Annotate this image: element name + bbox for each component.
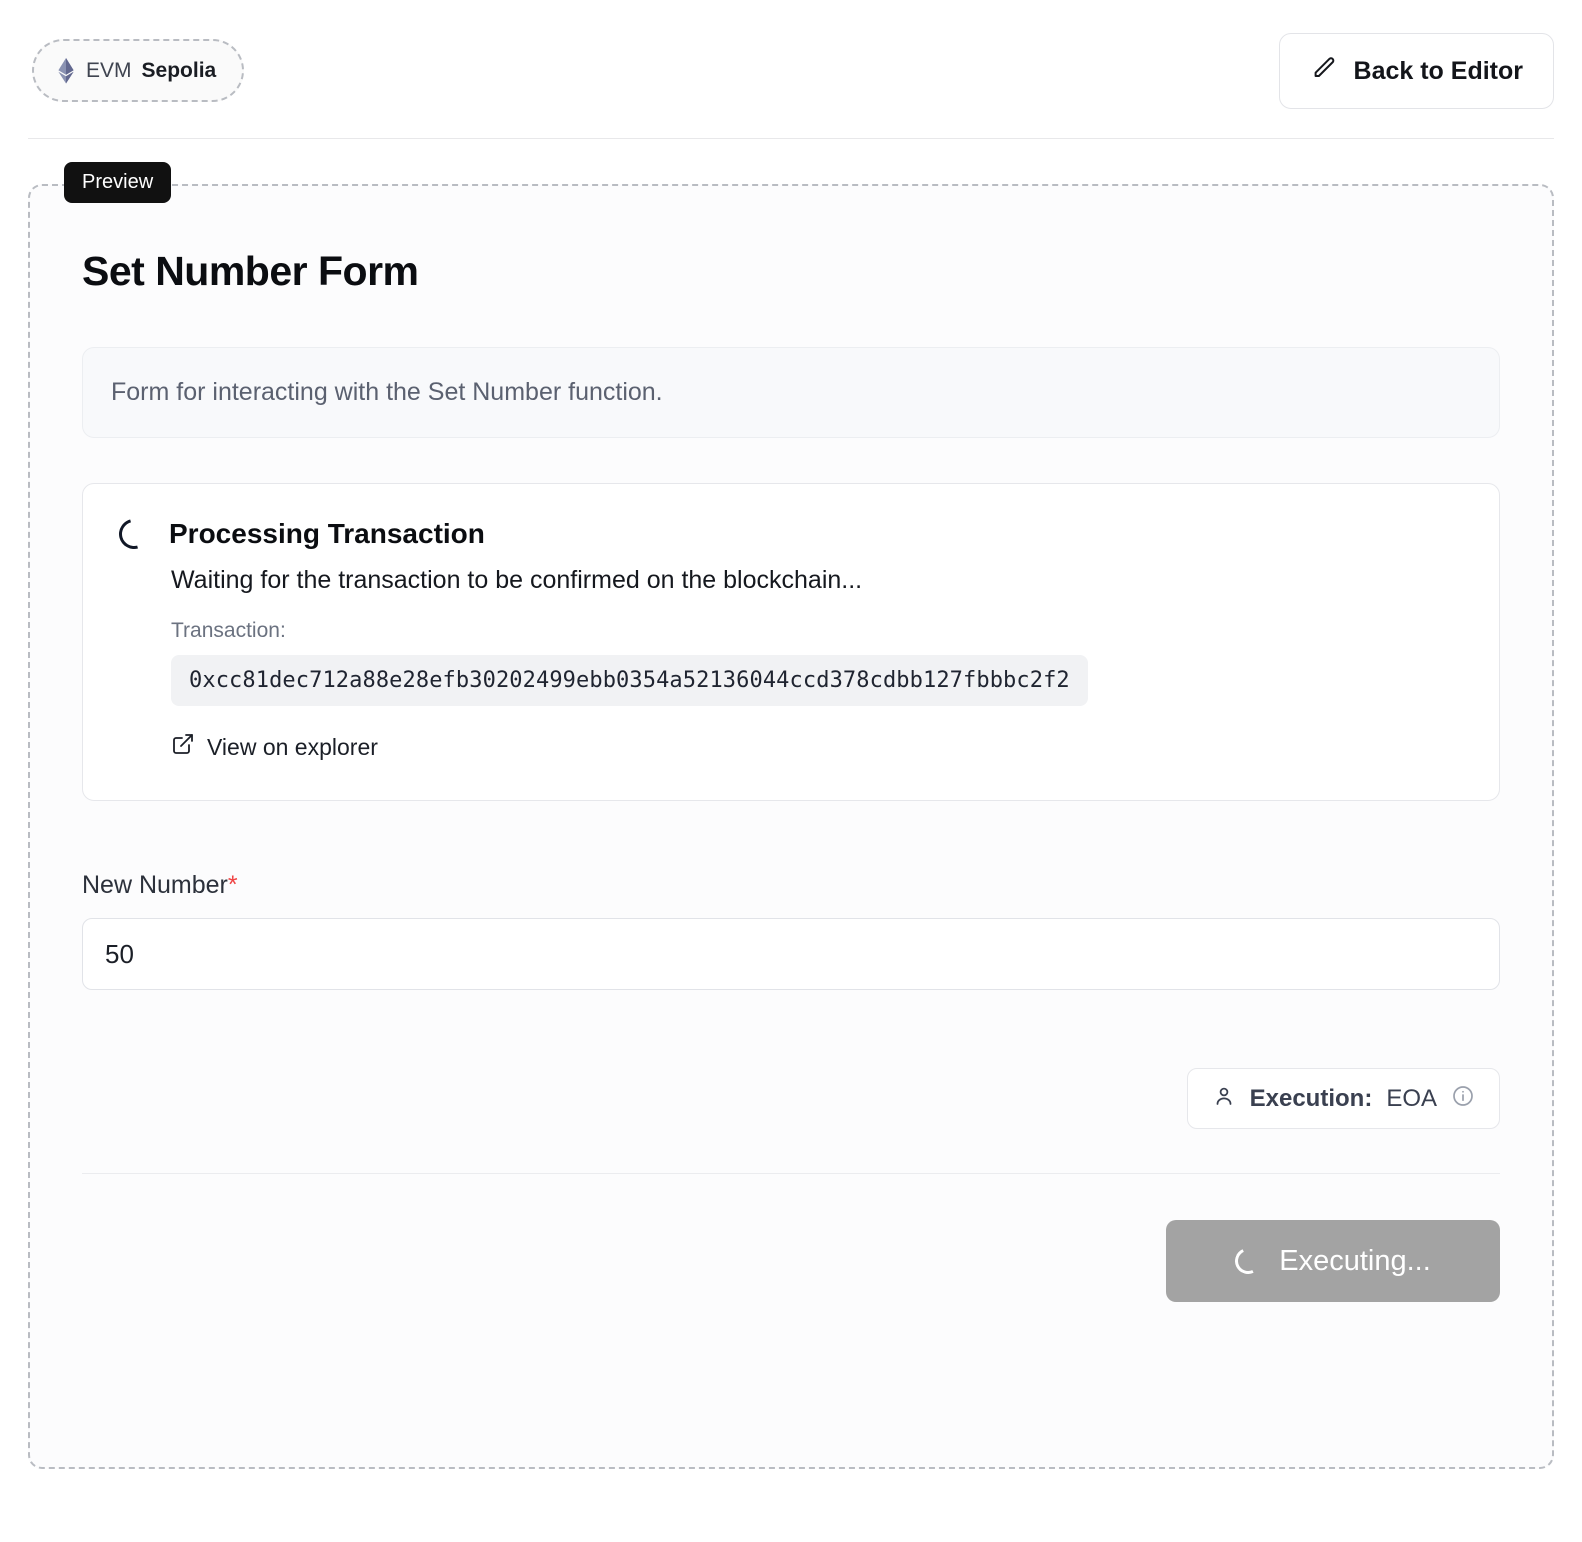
user-icon (1212, 1084, 1236, 1113)
transaction-label: Transaction: (171, 619, 286, 642)
execution-label: Execution: (1249, 1084, 1373, 1112)
execution-row (82, 1068, 1500, 1129)
transaction-status-card (82, 483, 1500, 801)
back-to-editor-label: Back to Editor (1353, 56, 1523, 85)
external-link-icon (171, 732, 195, 762)
status-header (119, 518, 1463, 550)
preview-panel (28, 184, 1554, 1469)
page-title: Set Number Form (82, 248, 419, 294)
transaction-hash[interactable]: 0xcc81dec712a88e28efb30202499ebb0354a52136044ccd378cdbb127fbbbc2f2 (171, 655, 1088, 706)
execute-button[interactable] (1166, 1220, 1500, 1302)
preview-container (28, 171, 1554, 1469)
form-description: Form for interacting with the Set Number function. (82, 347, 1500, 438)
spinner-icon (114, 514, 155, 555)
top-bar (28, 0, 1554, 139)
view-on-explorer-link[interactable] (171, 732, 378, 762)
required-marker: * (227, 871, 238, 899)
back-to-editor-button[interactable] (1279, 33, 1554, 109)
pencil-icon (1310, 55, 1338, 88)
preview-badge: Preview (64, 162, 171, 203)
chain-network-label: Sepolia (141, 58, 217, 82)
new-number-input[interactable] (82, 918, 1500, 990)
ethereum-icon (56, 58, 76, 84)
view-on-explorer-label: View on explorer (207, 733, 378, 760)
submit-row (82, 1220, 1500, 1302)
execution-value: EOA (1386, 1084, 1437, 1112)
execution-mode-chip[interactable] (1187, 1068, 1500, 1129)
chain-type-label: EVM (86, 58, 132, 82)
chain-selector[interactable] (32, 39, 244, 102)
info-icon[interactable] (1451, 1084, 1475, 1113)
new-number-label (82, 871, 1500, 900)
section-divider (82, 1173, 1500, 1174)
status-subtitle: Waiting for the transaction to be confirmed on the blockchain... (171, 566, 863, 594)
status-title: Processing Transaction (169, 518, 485, 549)
execute-button-label: Executing... (1279, 1244, 1431, 1277)
spinner-icon (1232, 1244, 1265, 1277)
new-number-label-text: New Number (82, 871, 228, 899)
